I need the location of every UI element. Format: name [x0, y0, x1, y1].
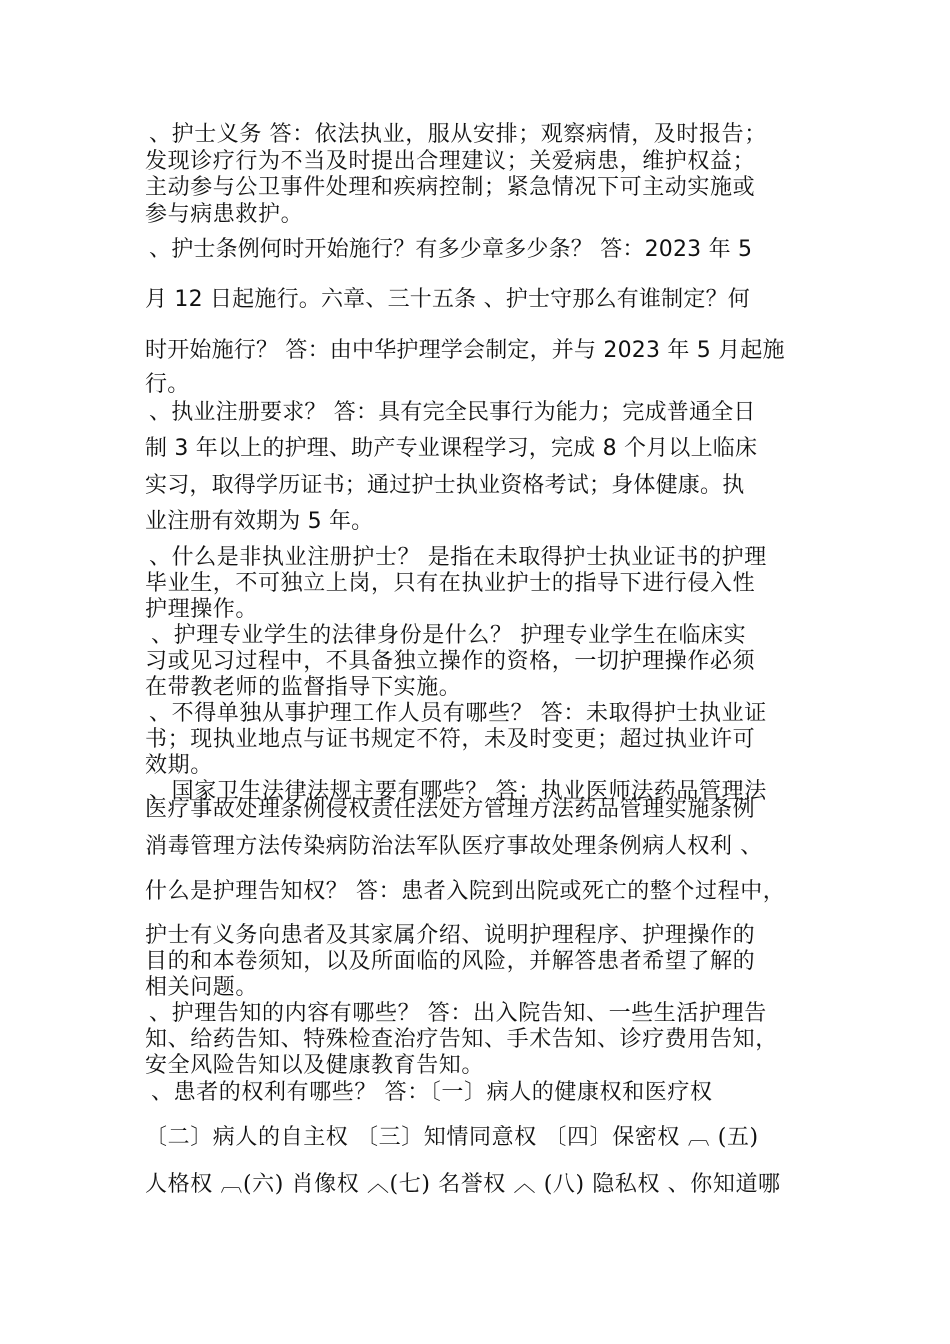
- text-line: 、国家卫生法律法规主要有哪些？ 答：执业医师法药品管理法: [149, 779, 767, 804]
- text-line: 月 12 日起施行。六章、三十五条 、护士守那么有谁制定？何: [145, 287, 750, 312]
- text-line: 制 3 年以上的护理、助产专业课程学习，完成 8 个月以上临床: [145, 436, 758, 461]
- text-line: 、护士条例何时开始施行？有多少章多少条？ 答：2023 年 5: [149, 237, 753, 262]
- text-line: 、护理专业学生的法律身份是什么？ 护理专业学生在临床实: [151, 623, 747, 648]
- text-line: 、护士义务 答：依法执业，服从安排；观察病情，及时报告；: [149, 122, 767, 147]
- text-line: 时开始施行？ 答：由中华护理学会制定，并与 2023 年 5 月起施: [145, 338, 785, 363]
- text-line: 目的和本卷须知，以及所面临的风险，并解答患者希望了解的: [145, 949, 756, 974]
- text-line: 业注册有效期为 5 年。: [145, 509, 374, 534]
- text-line: 、执业注册要求？ 答：具有完全民事行为能力；完成普通全日: [149, 400, 756, 425]
- text-line: 相关问题。: [145, 975, 259, 1000]
- text-line: 书；现执业地点与证书规定不符，未及时变更；超过执业许可: [145, 727, 756, 752]
- text-line: 人格权 ︹(六) 肖像权 ︿(七) 名誉权 ︿ (八) 隐私权 、你知道哪: [145, 1172, 781, 1197]
- text-line: 医疗事故处理条例侵权责任法处方管理方法药品管理实施条例: [145, 797, 756, 822]
- text-line: 实习，取得学历证书；通过护士执业资格考试；身体健康。执: [145, 473, 745, 498]
- text-line: 消毒管理方法传染病防治法军队医疗事故处理条例病人权利 、: [145, 834, 763, 859]
- text-line: 效期。: [145, 753, 213, 778]
- text-line: 、不得单独从事护理工作人员有哪些？ 答：未取得护士执业证: [149, 701, 767, 726]
- text-line: 、护理告知的内容有哪些？ 答：出入院告知、一些生活护理告: [149, 1001, 767, 1026]
- text-line: 习或见习过程中，不具备独立操作的资格，一切护理操作必须: [145, 649, 756, 674]
- text-line: 护士有义务向患者及其家属介绍、说明护理程序、护理操作的: [145, 923, 756, 948]
- text-line: 什么是护理告知权？ 答：患者入院到出院或死亡的整个过程中，: [145, 879, 786, 904]
- text-line: 主动参与公卫事件处理和疾病控制；紧急情况下可主动实施或: [145, 175, 756, 200]
- text-line: 护理操作。: [145, 597, 259, 622]
- text-line: 〔二〕病人的自主权 〔三〕知情同意权 〔四〕保密权 ︹ (五): [145, 1125, 759, 1150]
- text-line: 行。: [145, 372, 190, 397]
- text-line: 参与病患救护。: [145, 202, 304, 227]
- text-line: 在带教老师的监督指导下实施。: [145, 675, 462, 700]
- text-line: 安全风险告知以及健康教育告知。: [145, 1053, 485, 1078]
- text-line: 、什么是非执业注册护士？ 是指在未取得护士执业证书的护理: [149, 545, 767, 570]
- text-line: 毕业生，不可独立上岗，只有在执业护士的指导下进行侵入性: [145, 571, 756, 596]
- text-line: 知、给药告知、特殊检查治疗告知、手术告知、诊疗费用告知，: [145, 1027, 778, 1052]
- text-line: 、患者的权利有哪些？ 答：〔一〕病人的健康权和医疗权: [151, 1080, 713, 1105]
- text-line: 发现诊疗行为不当及时提出合理建议；关爱病患，维护权益；: [145, 149, 756, 174]
